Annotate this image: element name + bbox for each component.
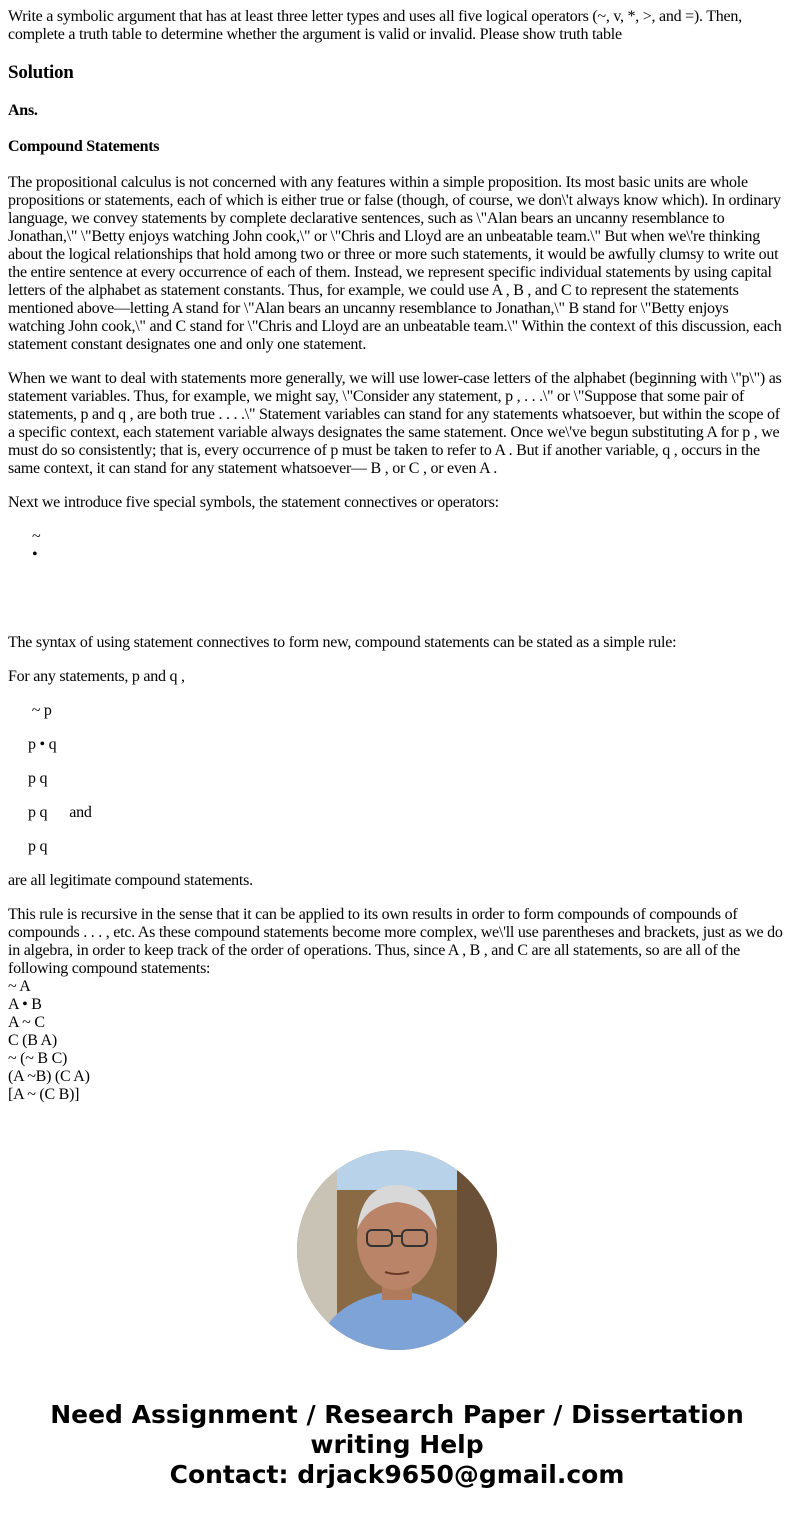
- section-heading: Compound Statements: [8, 138, 160, 155]
- example-item: A ~ C: [8, 1014, 45, 1031]
- form-item: [8, 770, 786, 788]
- form-item: [8, 702, 786, 720]
- footer-contact-text: Contact: drjack9650@gmail.com: [169, 1460, 625, 1489]
- example-item: C (B A): [8, 1032, 57, 1049]
- form-text: p q: [28, 838, 48, 855]
- example-item: [A ~ (C B)]: [8, 1086, 80, 1103]
- example-list: [8, 978, 786, 1104]
- operator-item: ~: [32, 528, 41, 545]
- operator-list: [8, 528, 786, 634]
- form-text: ~ p: [28, 702, 52, 719]
- paragraph: Next we introduce five special symbols, the statement connectives or operators:: [8, 494, 499, 511]
- paragraph: When we want to deal with statements more generally, we will use lower-case letters of the alphabet (beginning with \"p\") as statement variables. Thus, for example, we might say, \"Consider any statement, p , . . .\" or \"Suppose that some pair of statements, p and q , are both true . . . .\" Statement variables can stand for any statements whatsoever, but within the scope of a specific context, each statement variable always designates the same statement. Once we\'ve begun substituting A for p , we must do so consistently; that is, every occurrence of p must be taken to refer to A . But if another variable, q , occurs in the same context, it can stand for any statement whatsoever— B , or C , or even A .: [8, 370, 782, 477]
- question-text: Write a symbolic argument that has at least three letter types and uses all five logical operators (~, v, *, >, and =). Then, complete a truth table to determine whether the argument is valid or invalid. Please show truth table: [8, 8, 742, 43]
- legit-text: are all legitimate compound statements.: [8, 872, 253, 889]
- example-item: ~ A: [8, 978, 31, 995]
- solution-heading: Solution: [8, 62, 74, 83]
- form-item: [8, 838, 786, 856]
- footer-help-text: Need Assignment / Research Paper / Dissertation writing Help: [50, 1400, 744, 1459]
- author-photo: [297, 1150, 497, 1350]
- form-item: [8, 736, 786, 754]
- for-any-text: For any statements, p and q ,: [8, 668, 185, 685]
- ans-label: Ans.: [8, 102, 38, 119]
- operator-item: •: [32, 546, 38, 563]
- example-item: A • B: [8, 996, 42, 1013]
- example-item: ~ (~ B C): [8, 1050, 68, 1067]
- form-text: p q: [28, 770, 48, 787]
- paragraph: The propositional calculus is not concerned with any features within a simple proposition. Its most basic units are whole propositions or statements, each of which is either true or false (though, of course, we don\'t always know which). In ordinary language, we convey statements by complete declarative sentences, such as \"Alan bears an uncanny resemblance to Jonathan,\" \"Betty enjoys watching John cook,\" or \"Chris and Lloyd are an unbeatable team.\" But when we\'re thinking about the logical relationships that hold among two or three or more such statements, it would be awfully clumsy to write out the entire sentence at every occurrence of each of them. Instead, we represent specific individual statements by using capital letters of the alphabet as statement constants. Thus, for example, we could use A , B , and C to represent the statements mentioned above—letting A stand for \"Alan bears an uncanny resemblance to Jonathan,\" B stand for \"Betty enjoys watching John cook,\" and C stand for \"Chris and Lloyd are an unbeatable team.\" Within the context of this discussion, each statement constant designates one and only one statement.: [8, 174, 782, 353]
- syntax-intro: The syntax of using statement connectives to form new, compound statements can be stated as a simple rule:: [8, 634, 677, 651]
- example-item: (A ~B) (C A): [8, 1068, 90, 1085]
- form-text: p q: [28, 804, 48, 821]
- form-text: p • q: [28, 736, 57, 753]
- form-item: [8, 804, 786, 822]
- recursive-text: This rule is recursive in the sense that it can be applied to its own results in order to form compounds of compounds of compounds . . . , etc. As these compound statements become more complex, we\'ll use parentheses and brackets, just as we do in algebra, in order to keep track of the order of operations. Thus, since A , B , and C are all statements, so are all of the following compound statements:: [8, 906, 783, 977]
- and-word: and: [69, 804, 92, 821]
- footer-banner: [0, 1400, 794, 1510]
